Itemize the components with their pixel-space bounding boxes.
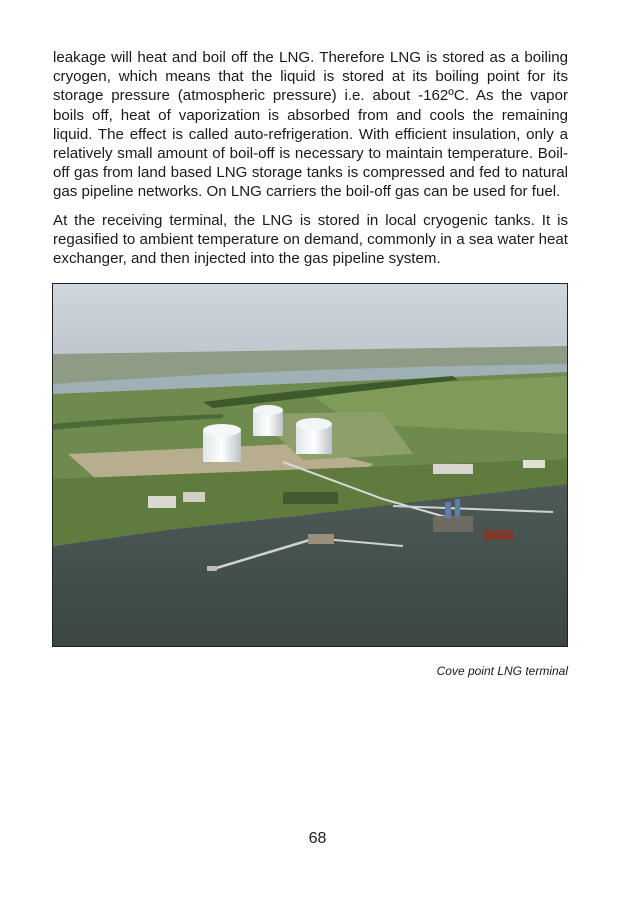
- body-paragraph-2: At the receiving terminal, the LNG is stored in local cryogenic tanks. It is regasified to ambient temperature on demand, commonly in a sea water heat exchanger, and then injected into the gas pipeline system.: [53, 212, 568, 268]
- page-number: 68: [308, 830, 327, 847]
- figure-caption: Cove point LNG terminal: [436, 664, 568, 678]
- body-paragraph-1: leakage will heat and boil off the LNG. Therefore LNG is stored as a boiling cryogen, which means that the liquid is stored at its boiling point for its storage pressure (atmospheric pressure) i.e. about -162ºC. As the vapor boils off, heat of vaporization is absorbed from and cools the remaining liquid. The effect is called auto-refrigeration. With efficient insulation, only a relatively small amount of boil-off is necessary to maintain temperature. Boil-off gas from land based LNG storage tanks is compressed and fed to natural gas pipeline networks. On LNG carriers the boil-off gas can be used for fuel.: [53, 49, 568, 201]
- lng-terminal-photo: [52, 283, 568, 647]
